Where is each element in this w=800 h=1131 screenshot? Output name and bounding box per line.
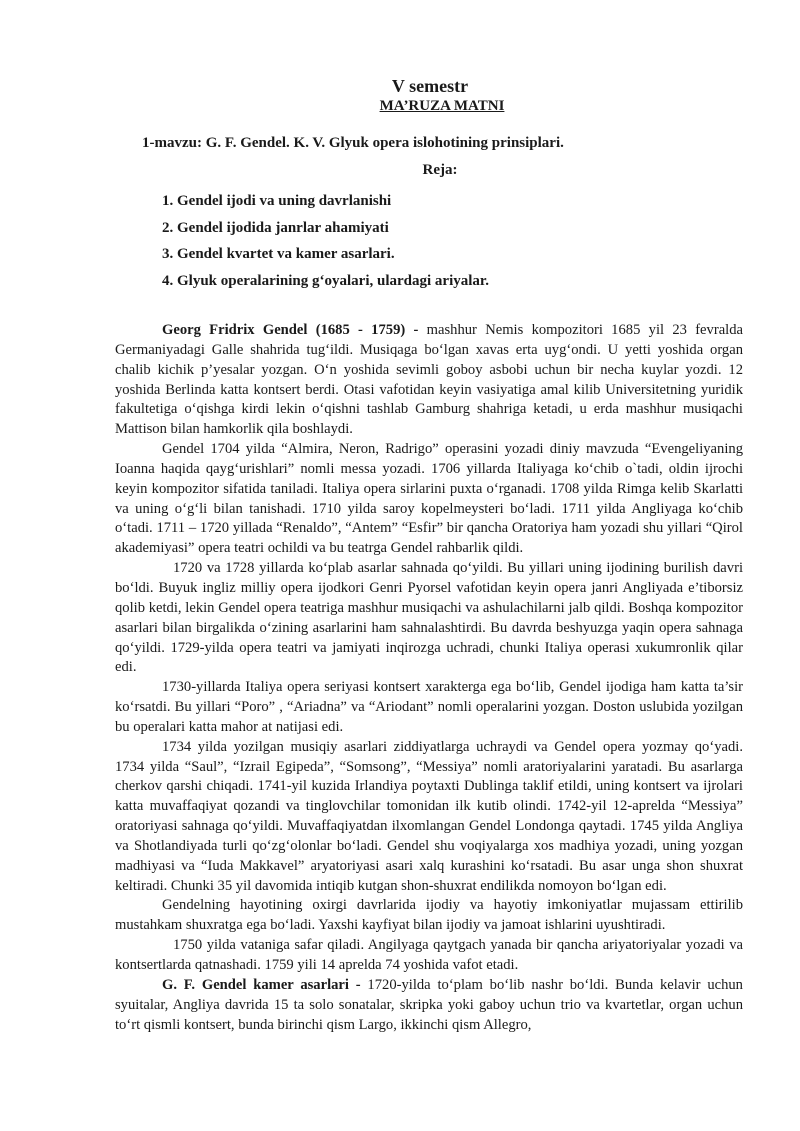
paragraph-6-text: Gendelning hayotining oxirgi davrlarida ijodiy va hayotiy imkoniyatlar mujassam ettirilib mustahkam shuxratga ega bo‘ladi. Yaxshi kayfiyat bilan ijodiy va jamoat ishlarini uyushtiradi. bbox=[115, 897, 743, 934]
paragraph-8-text: 1720-yilda to‘plam bo‘lib nashr bo‘ldi. Bunda kelavir uchun syuitalar, Angliya davrida 15 ta solo sonatalar, skripka yoki gaboy uchun trio va kvartetlar, organ uchun to‘rt qismli kontsert, bunda birinchi qism Largo, ikkinchi qism Allegro, bbox=[115, 976, 743, 1033]
paragraph-2 bbox=[115, 440, 743, 559]
plan-list bbox=[162, 188, 489, 294]
paragraph-3 bbox=[115, 559, 743, 678]
paragraph-3-text: 1720 va 1728 yillarda ko‘plab asarlar sahnada qo‘yildi. Bu yillari uning ijodining burilish davri bo‘ldi. Buyuk ingliz milliy opera ijodkori Genri Pyorsel vafotidan keyin opera janri Angliyada e’tiborsiz qolib ketdi, lekin Gendel opera teatriga mashhur musiqachi va ashulachilarni jalb qildi. Boshqa kompozitor asarlari bilan birgalikda o‘zining asarlarini ham sahnalashtirdi. Bu davrda beshyuzga yaqin opera sahnaga qo‘yildi. 1729-yilda opera teatri va jamiyati inqirozga uchradi, chunki Italiya operasi xukumronlik qilar edi. bbox=[115, 560, 743, 676]
plan-item-4: 4. Glyuk operalarining g‘oyalari, ulardagi ariyalar. bbox=[162, 272, 489, 289]
paragraph-7 bbox=[115, 936, 743, 976]
semester-heading: V semestr bbox=[391, 76, 469, 96]
paragraph-7-text: 1750 yilda vataniga safar qiladi. Angilyaga qaytgach yanada bir qancha ariyatoriyalar yozadi va kontsertlarda qatnashadi. 1759 yili 14 aprelda 74 yoshida vafot etadi. bbox=[115, 937, 743, 973]
paragraph-2-text: Gendel 1704 yilda “Almira, Neron, Radrigo” operasini yozadi diniy mavzuda “Evengeliyaning Ioanna haqida qayg‘urishlari” nomli messa yozadi. 1706 yillarda Italiyaga ko‘chib o`tadi, oldin ijrochi keyin kompozitor sifatida taniladi. Italiya opera sirlarini puxta o‘rganadi. 1708 yilda Rimga kelib Skarlatti va uning o‘g‘li bilan tanishadi. 1710 yilda saroy kopelmeysteri bo‘ladi. 1711 yilda Angliyaga ko‘chib o‘tadi. 1711 – 1720 yillada “Renaldo”, “Antem” “Esfir” bir qancha Oratoriya ham yozadi shu yillari “Qirol akademiyasi” opera teatri ochildi va bu teatrga Gendel rahbarlik qildi. bbox=[115, 441, 743, 557]
body-text bbox=[115, 321, 743, 1035]
plan-item-1: 1. Gendel ijodi va uning davrlanishi bbox=[162, 193, 392, 209]
paragraph-4-text: 1730-yillarda Italiya opera seriyasi kontsert xarakterga ega bo‘lib, Gendel ijodiga ham katta ta’sir ko‘rsatdi. Bu yillari “Poro” , “Ariadna” va “Ariodant” nomli operalarini yozgan. Doston uslubida yozilgan bu operalari katta mahor at natijasi edi. bbox=[115, 679, 743, 735]
plan-item-2: 2. Gendel ijodida janrlar ahamiyati bbox=[162, 219, 389, 236]
paragraph-8-lead: G. F. Gendel kamer asarlari - bbox=[162, 976, 361, 993]
paragraph-1-text: mashhur Nemis kompozitori 1685 yil 23 fevralda Germaniyadagi Galle shahrida tug‘ildi. Musiqaga bo‘lgan xavas erta uyg‘ondi. U yetti yoshida organ chalib kichik p’yesalar yozgan. O‘n yoshida sevimli goboy asbobi uchun bir necha kuylar yozdi. 12 yoshida Berlinda katta kontsert berdi. Otasi vafotidan keyin vasiyatiga amal kilib Universitetning yuridik fakultetiga o‘qishga kirdi lekin o‘qishni tashlab Gamburg shahriga ketadi, u erda mashhur musiqachi Mattison bilan hamkorlik qila boshlaydi. bbox=[115, 322, 743, 438]
lecture-title: MA’RUZA MATNI bbox=[379, 98, 505, 114]
topic-heading: 1-mavzu: G. F. Gendel. K. V. Glyuk opera islohotining prinsiplari. bbox=[142, 135, 564, 151]
paragraph-4 bbox=[115, 678, 743, 738]
paragraph-6 bbox=[115, 896, 743, 936]
paragraph-8 bbox=[115, 976, 743, 1036]
plan-item-3: 3. Gendel kvartet va kamer asarlari. bbox=[162, 246, 395, 262]
paragraph-5-text: 1734 yilda yozilgan musiqiy asarlari ziddiyatlarga uchraydi va Gendel opera yozmay qo‘yadi. 1734 yilda “Saul”, “Izrail Egipeda”, “Somsong”, “Messiya” nomli aratoriyalarini yaratadi. Bu asarlarga cherkov qarshi chiqadi. 1741-yil kuzida Irlandiya poytaxti Dublinga taklif etildi, uning kontsert va ijrolari katta muvaffaqiyat qozandi va tinglovchilar tomonidan ilk kutib olindi. 1742-yil 12-aprelda “Messiya” oratoriyasi sahnaga qo‘yildi. Muvaffaqiyatdan ilxomlangan Gendel Londonga qaytadi. 1745 yilda Angliya va Shotlandiyada turli qo‘zg‘olonlar bo‘ladi. Gendel shu voqiyalarga xos madhiya yozadi, uning yozgan madhiyasi va “Iuda Makkavel” aryatoriyasi asari xalq kurashini ko‘rsatadi. Bu asar unga shon shuxrat keltiradi. Chunki 35 yil davomida intiqib kutgan shon-shuxrat endilikda nomoyon bo‘lgan edi. bbox=[115, 738, 743, 894]
paragraph-5 bbox=[115, 738, 743, 897]
plan-heading: Reja: bbox=[422, 162, 458, 178]
paragraph-1-lead: Georg Fridrix Gendel (1685 - 1759) - bbox=[162, 322, 419, 338]
paragraph-1 bbox=[115, 321, 743, 440]
